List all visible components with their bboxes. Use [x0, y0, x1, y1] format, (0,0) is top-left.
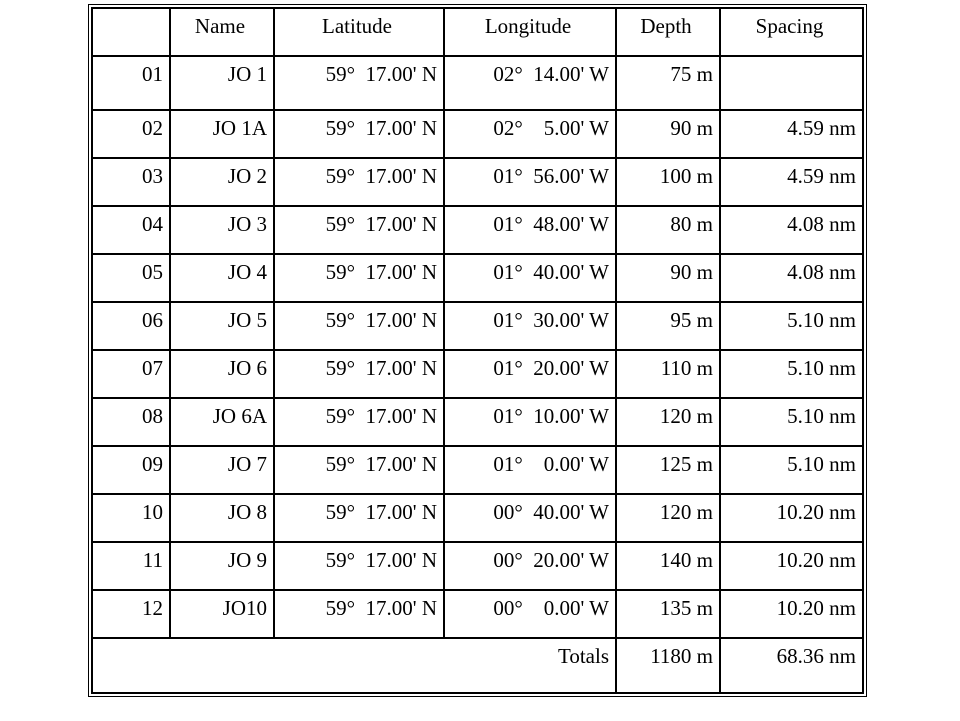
table-row — [92, 542, 863, 590]
table-row — [92, 398, 863, 446]
spacing-cell — [720, 56, 863, 110]
longitude-cell: 00° 0.00' W — [444, 590, 616, 638]
totals-spacing-cell: 68.36 nm — [720, 638, 863, 693]
depth-cell: 95 m — [616, 302, 720, 350]
depth-cell: 135 m — [616, 590, 720, 638]
spacing-cell: 4.08 nm — [720, 206, 863, 254]
table-row — [92, 110, 863, 158]
spacing-cell: 5.10 nm — [720, 398, 863, 446]
depth-cell: 140 m — [616, 542, 720, 590]
spacing-cell: 4.08 nm — [720, 254, 863, 302]
row-index-cell: 04 — [92, 206, 170, 254]
longitude-cell: 01° 30.00' W — [444, 302, 616, 350]
column-header-name: Name — [170, 8, 274, 56]
latitude-cell: 59° 17.00' N — [274, 254, 444, 302]
table-row — [92, 446, 863, 494]
station-name-cell: JO10 — [170, 590, 274, 638]
latitude-cell: 59° 17.00' N — [274, 302, 444, 350]
table-row — [92, 302, 863, 350]
station-name-cell: JO 9 — [170, 542, 274, 590]
row-index-cell: 11 — [92, 542, 170, 590]
spacing-cell: 5.10 nm — [720, 446, 863, 494]
spacing-cell: 10.20 nm — [720, 590, 863, 638]
station-name-cell: JO 3 — [170, 206, 274, 254]
longitude-cell: 00° 40.00' W — [444, 494, 616, 542]
station-name-cell: JO 6A — [170, 398, 274, 446]
station-name-cell: JO 6 — [170, 350, 274, 398]
longitude-cell: 01° 40.00' W — [444, 254, 616, 302]
latitude-cell: 59° 17.00' N — [274, 494, 444, 542]
longitude-cell: 01° 10.00' W — [444, 398, 616, 446]
latitude-cell: 59° 17.00' N — [274, 590, 444, 638]
column-header-longitude: Longitude — [444, 8, 616, 56]
latitude-cell: 59° 17.00' N — [274, 542, 444, 590]
station-table — [91, 7, 864, 694]
column-header-index — [92, 8, 170, 56]
table-header-row — [92, 8, 863, 56]
latitude-cell: 59° 17.00' N — [274, 206, 444, 254]
table-row — [92, 494, 863, 542]
station-name-cell: JO 8 — [170, 494, 274, 542]
station-name-cell: JO 1 — [170, 56, 274, 110]
row-index-cell: 06 — [92, 302, 170, 350]
longitude-cell: 01° 0.00' W — [444, 446, 616, 494]
depth-cell: 75 m — [616, 56, 720, 110]
row-index-cell: 09 — [92, 446, 170, 494]
station-name-cell: JO 2 — [170, 158, 274, 206]
row-index-cell: 02 — [92, 110, 170, 158]
longitude-cell: 00° 20.00' W — [444, 542, 616, 590]
spacing-cell: 5.10 nm — [720, 350, 863, 398]
table-row — [92, 206, 863, 254]
depth-cell: 90 m — [616, 254, 720, 302]
latitude-cell: 59° 17.00' N — [274, 158, 444, 206]
totals-label-cell: Totals — [92, 638, 616, 693]
latitude-cell: 59° 17.00' N — [274, 446, 444, 494]
row-index-cell: 10 — [92, 494, 170, 542]
spacing-cell: 5.10 nm — [720, 302, 863, 350]
station-name-cell: JO 5 — [170, 302, 274, 350]
row-index-cell: 01 — [92, 56, 170, 110]
table-row — [92, 158, 863, 206]
depth-cell: 110 m — [616, 350, 720, 398]
column-header-depth: Depth — [616, 8, 720, 56]
depth-cell: 120 m — [616, 494, 720, 542]
table-row — [92, 350, 863, 398]
station-name-cell: JO 4 — [170, 254, 274, 302]
row-index-cell: 03 — [92, 158, 170, 206]
column-header-latitude: Latitude — [274, 8, 444, 56]
station-table-frame — [88, 4, 867, 697]
station-name-cell: JO 1A — [170, 110, 274, 158]
spacing-cell: 10.20 nm — [720, 542, 863, 590]
table-row — [92, 56, 863, 110]
table-row — [92, 254, 863, 302]
depth-cell: 100 m — [616, 158, 720, 206]
row-index-cell: 08 — [92, 398, 170, 446]
station-name-cell: JO 7 — [170, 446, 274, 494]
spacing-cell: 4.59 nm — [720, 110, 863, 158]
totals-row — [92, 638, 863, 693]
latitude-cell: 59° 17.00' N — [274, 350, 444, 398]
column-header-spacing: Spacing — [720, 8, 863, 56]
spacing-cell: 4.59 nm — [720, 158, 863, 206]
totals-depth-cell: 1180 m — [616, 638, 720, 693]
longitude-cell: 01° 20.00' W — [444, 350, 616, 398]
longitude-cell: 01° 56.00' W — [444, 158, 616, 206]
spacing-cell: 10.20 nm — [720, 494, 863, 542]
depth-cell: 80 m — [616, 206, 720, 254]
depth-cell: 90 m — [616, 110, 720, 158]
row-index-cell: 07 — [92, 350, 170, 398]
longitude-cell: 02° 5.00' W — [444, 110, 616, 158]
latitude-cell: 59° 17.00' N — [274, 398, 444, 446]
longitude-cell: 02° 14.00' W — [444, 56, 616, 110]
longitude-cell: 01° 48.00' W — [444, 206, 616, 254]
table-row — [92, 590, 863, 638]
depth-cell: 125 m — [616, 446, 720, 494]
row-index-cell: 05 — [92, 254, 170, 302]
row-index-cell: 12 — [92, 590, 170, 638]
latitude-cell: 59° 17.00' N — [274, 56, 444, 110]
latitude-cell: 59° 17.00' N — [274, 110, 444, 158]
depth-cell: 120 m — [616, 398, 720, 446]
